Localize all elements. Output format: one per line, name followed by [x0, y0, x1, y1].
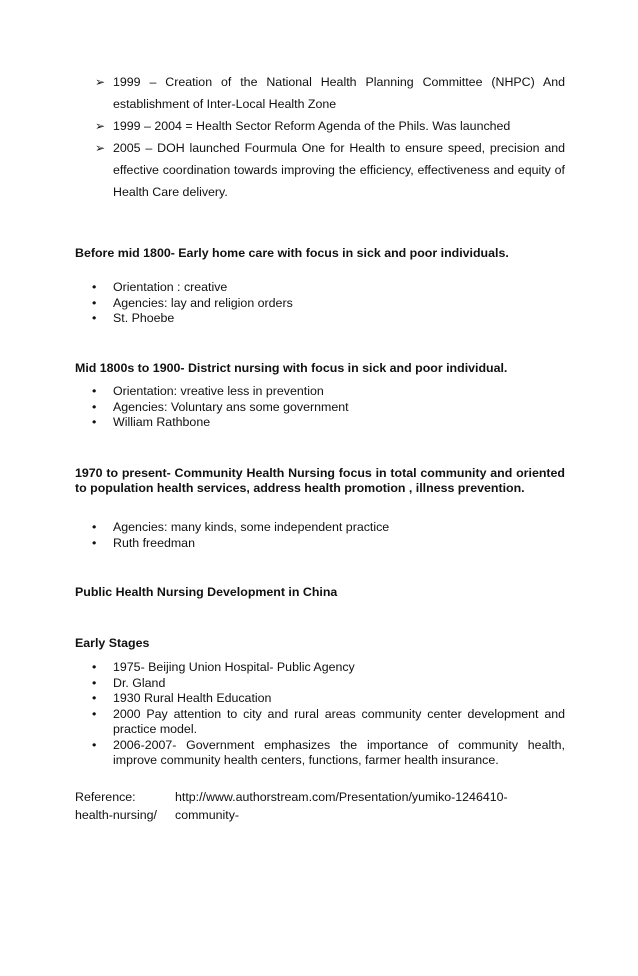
bullet-icon: •	[92, 706, 97, 721]
arrow-bullet-icon: ➢	[95, 119, 106, 133]
reference-url-continued[interactable]: health-nursing/	[75, 808, 157, 822]
section-heading: Before mid 1800- Early home care with focus in sick and poor individuals.	[75, 246, 509, 260]
bullet-icon: •	[92, 399, 97, 414]
bullet-list	[92, 384, 565, 431]
timeline-item	[95, 71, 565, 115]
bullet-icon: •	[92, 295, 97, 310]
bullet-icon: •	[92, 384, 97, 398]
list-item	[92, 691, 565, 707]
list-item	[92, 536, 565, 552]
list-item-text: 1975- Beijing Union Hospital- Public Agency	[113, 660, 355, 674]
bullet-icon: •	[92, 520, 97, 534]
list-item	[92, 280, 565, 296]
list-item	[92, 660, 565, 676]
list-item-text: Dr. Gland	[113, 675, 166, 690]
reference	[75, 788, 565, 824]
reference-label: Reference:	[75, 790, 136, 804]
section-heading: Mid 1800s to 1900- District nursing with focus in sick and poor individual.	[75, 361, 508, 375]
list-item-text: St. Phoebe	[113, 311, 175, 325]
bullet-icon: •	[92, 311, 97, 325]
list-item-text: 2006-2007- Government emphasizes the importance of community health, improve community health centers, functions, farmer health insurance.	[113, 737, 565, 767]
arrow-bullet-icon: ➢	[95, 141, 106, 155]
bullet-icon: •	[92, 691, 97, 705]
bullet-icon: •	[92, 415, 97, 429]
list-item	[92, 384, 565, 400]
list-item	[92, 400, 565, 416]
timeline-item	[95, 115, 565, 137]
list-item-text: 1930 Rural Health Education	[113, 691, 272, 705]
list-item	[92, 520, 565, 536]
section-heading: 1970 to present- Community Health Nursing focus in total community and oriented to population health services, address health promotion , illness prevention.	[75, 466, 565, 495]
timeline-text: 1999 – Creation of the National Health Planning Committee (NHPC) And establishment of Inter-Local Health Zone	[113, 75, 565, 111]
arrow-bullet-icon: ➢	[95, 75, 106, 89]
list-item-text: 2000 Pay attention to city and rural areas community center development and practice model.	[113, 706, 565, 736]
list-item-text: Ruth freedman	[113, 535, 195, 550]
list-item	[92, 738, 565, 769]
early-stages-heading: Early Stages	[75, 636, 150, 650]
bullet-icon: •	[92, 280, 97, 294]
list-item-text: Agencies: lay and religion orders	[113, 295, 293, 310]
list-item	[92, 676, 565, 692]
list-item-text: Agencies: many kinds, some independent practice	[113, 520, 390, 534]
bullet-list	[92, 660, 565, 769]
bullet-list	[92, 520, 565, 551]
reference-url[interactable]: http://www.authorstream.com/Presentation/yumiko-1246410-community-	[175, 790, 508, 822]
list-item	[92, 296, 565, 312]
bullet-icon: •	[92, 660, 97, 674]
timeline-text: 2005 – DOH launched Fourmula One for Health to ensure speed, precision and effective coordination towards improving the efficiency, effectiveness and equity of Health Care delivery.	[113, 141, 565, 199]
bullet-icon: •	[92, 737, 97, 752]
list-item	[92, 311, 565, 327]
list-item-text: Orientation: vreative less in prevention	[113, 384, 324, 398]
bullet-icon: •	[92, 675, 97, 690]
list-item-text: William Rathbone	[113, 415, 211, 429]
list-item-text: Orientation : creative	[113, 280, 228, 294]
bullet-icon: •	[92, 535, 97, 550]
list-item-text: Agencies: Voluntary ans some government	[113, 399, 349, 414]
bullet-list	[92, 280, 565, 327]
china-heading: Public Health Nursing Development in China	[75, 585, 338, 599]
list-item	[92, 415, 565, 431]
timeline-item	[95, 137, 565, 203]
timeline-text: 1999 – 2004 = Health Sector Reform Agenda of the Phils. Was launched	[113, 119, 511, 133]
list-item	[92, 707, 565, 738]
